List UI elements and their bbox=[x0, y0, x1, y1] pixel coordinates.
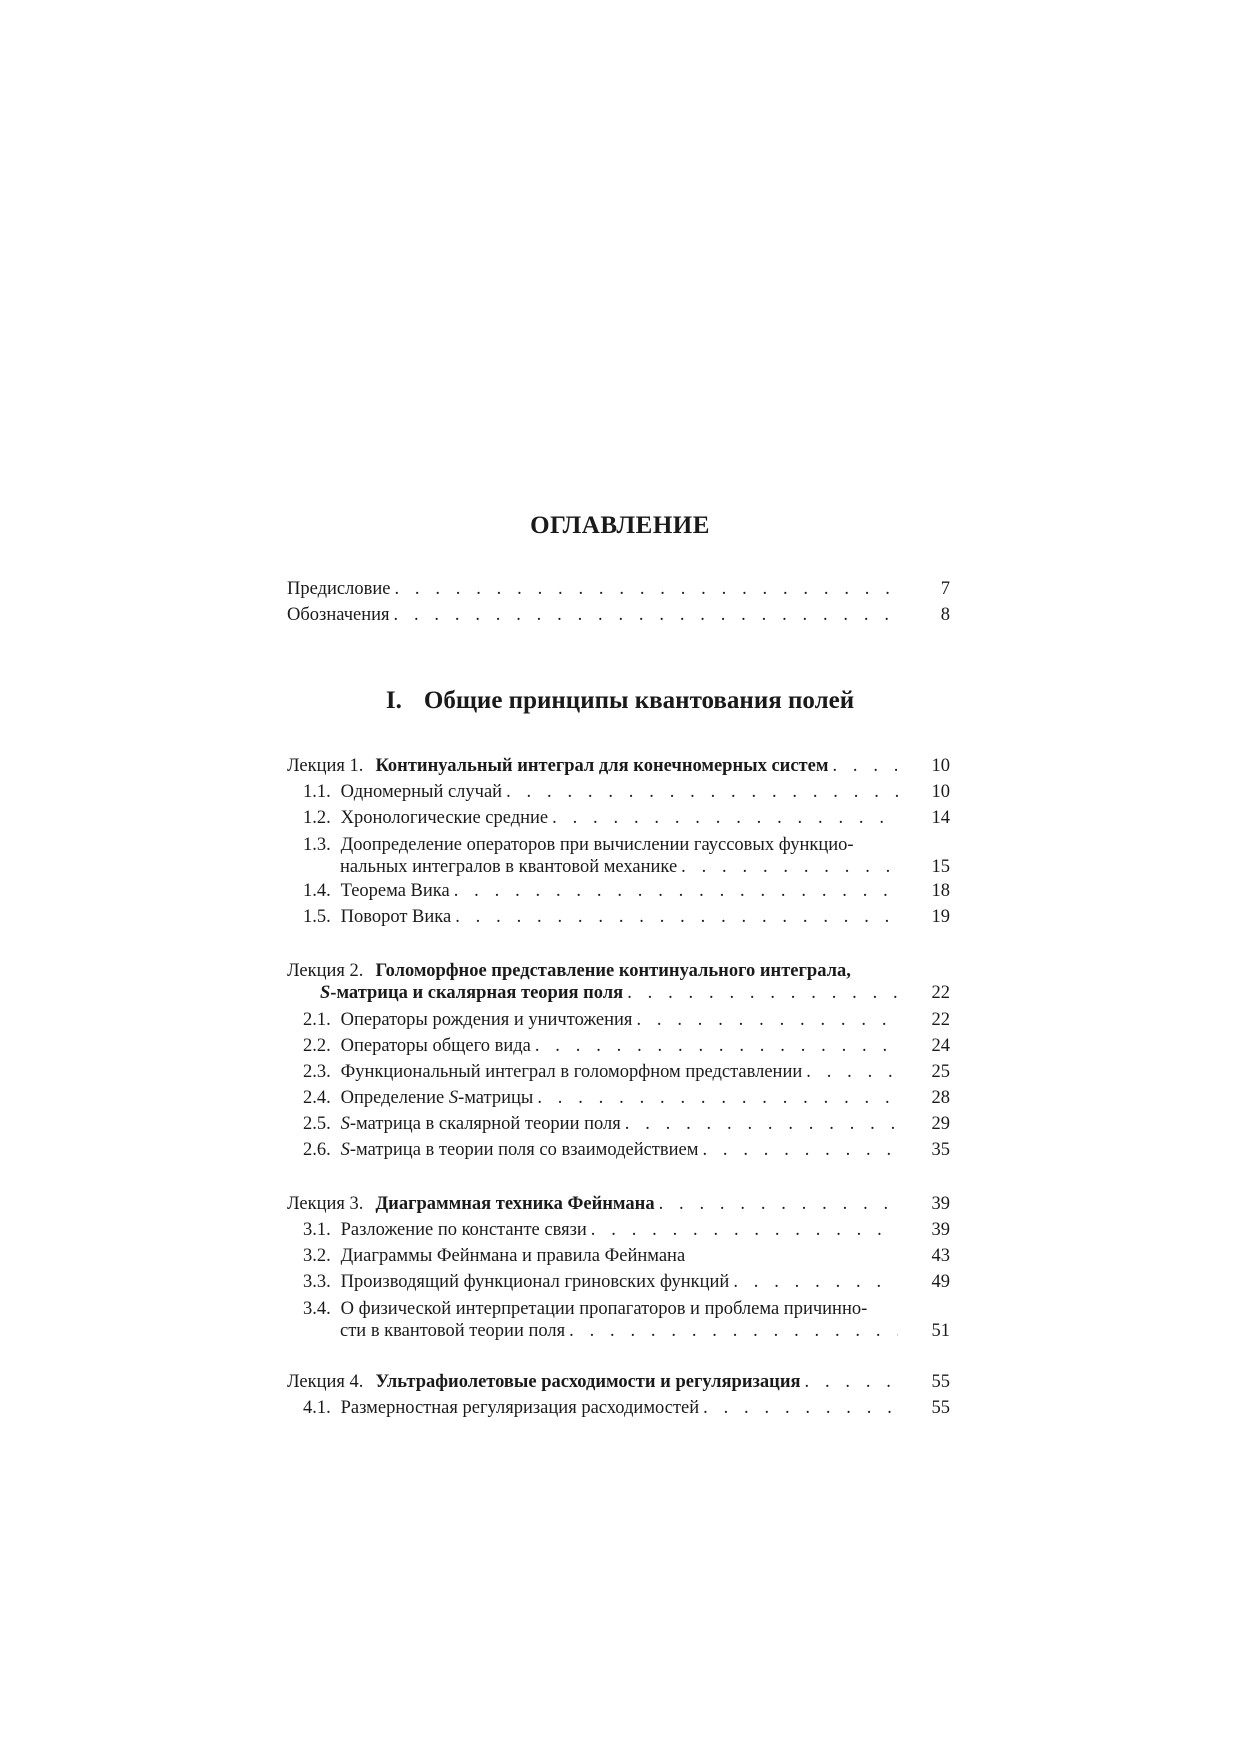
section-number: 1.4. bbox=[303, 881, 331, 901]
section-number: 2.1. bbox=[303, 1010, 331, 1030]
page-number: 51 bbox=[931, 1321, 950, 1341]
section-number: 3.4. bbox=[303, 1299, 331, 1319]
lecture-label: Лекция 1. bbox=[287, 756, 364, 776]
s-symbol: S bbox=[448, 1088, 459, 1108]
lecture-title-line2: -матрица и скалярная теория поля bbox=[330, 983, 624, 1003]
section-entry[interactable] bbox=[287, 1217, 950, 1243]
section-title: -матрица в скалярной теории поля bbox=[349, 1114, 621, 1134]
section-entry[interactable] bbox=[287, 1243, 950, 1269]
section-number: 3.3. bbox=[303, 1272, 331, 1292]
section-title: Функциональный интеграл в голоморфном представлении bbox=[340, 1062, 803, 1082]
section-title: Операторы общего вида bbox=[340, 1036, 531, 1056]
section-number: 1.1. bbox=[303, 782, 331, 802]
lecture-3-block bbox=[287, 1191, 950, 1342]
s-symbol: S bbox=[340, 1114, 350, 1134]
section-number: 2.4. bbox=[303, 1088, 331, 1108]
page-number: 10 bbox=[931, 756, 950, 776]
page-number: 25 bbox=[931, 1062, 950, 1082]
section-entry[interactable] bbox=[287, 1085, 950, 1111]
section-entry[interactable] bbox=[287, 779, 950, 805]
page-number: 14 bbox=[931, 808, 950, 828]
section-entry[interactable] bbox=[287, 1269, 950, 1295]
section-entry[interactable] bbox=[287, 1059, 950, 1085]
section-title-line2: сти в квантовой теории поля bbox=[340, 1321, 566, 1341]
page-number: 35 bbox=[931, 1140, 950, 1160]
section-number: 1.3. bbox=[303, 835, 331, 855]
section-title-prefix: Определение bbox=[340, 1088, 449, 1108]
part-number: I. bbox=[385, 687, 402, 714]
section-number: 2.5. bbox=[303, 1114, 331, 1134]
page-number: 39 bbox=[931, 1220, 950, 1240]
entry-title: Обозначения bbox=[287, 605, 390, 625]
section-title: Поворот Вика bbox=[340, 907, 452, 927]
page-number: 22 bbox=[931, 1010, 950, 1030]
page-number: 15 bbox=[931, 857, 950, 877]
section-entry[interactable] bbox=[287, 904, 950, 930]
section-title: Диаграммы Фейнмана и правила Фейнмана bbox=[340, 1246, 686, 1266]
section-title: Разложение по константе связи bbox=[340, 1220, 587, 1240]
section-number: 1.5. bbox=[303, 907, 331, 927]
page-number: 39 bbox=[931, 1194, 950, 1214]
page-number: 55 bbox=[931, 1398, 950, 1418]
section-title-line1: Доопределение операторов при вычислении гауссовых функцио- bbox=[340, 835, 854, 855]
part-title bbox=[0, 687, 1240, 715]
section-number: 3.1. bbox=[303, 1220, 331, 1240]
section-entry[interactable] bbox=[287, 1137, 950, 1163]
s-symbol: S bbox=[320, 983, 331, 1003]
lecture-4-block bbox=[287, 1369, 950, 1421]
page-number: 29 bbox=[931, 1114, 950, 1134]
page-title: ОГЛАВЛЕНИЕ bbox=[530, 512, 710, 539]
lecture-heading[interactable] bbox=[287, 1369, 950, 1395]
page-number: 7 bbox=[940, 579, 950, 599]
section-title: Хронологические средние bbox=[340, 808, 549, 828]
part-title-text: Общие принципы квантования полей bbox=[423, 687, 855, 714]
section-title-line1: О физической интерпретации пропагаторов и проблема причинно- bbox=[340, 1299, 868, 1319]
section-number: 2.2. bbox=[303, 1036, 331, 1056]
page-number: 43 bbox=[931, 1246, 950, 1266]
section-title: Одномерный случай bbox=[340, 782, 503, 802]
section-entry[interactable] bbox=[287, 878, 950, 904]
section-number: 2.3. bbox=[303, 1062, 331, 1082]
page-number: 22 bbox=[931, 983, 950, 1003]
section-title-line2: нальных интегралов в квантовой механике bbox=[340, 857, 678, 877]
section-number: 4.1. bbox=[303, 1398, 331, 1418]
page-number: 55 bbox=[931, 1372, 950, 1392]
toc-entry[interactable] bbox=[287, 576, 950, 602]
s-symbol: S bbox=[340, 1140, 350, 1160]
section-title: Теорема Вика bbox=[340, 881, 450, 901]
lecture-title: Континуальный интеграл для конечномерных систем bbox=[375, 756, 829, 776]
section-title: Производящий функционал гриновских функций bbox=[340, 1272, 730, 1292]
lecture-label: Лекция 3. bbox=[287, 1194, 364, 1214]
toc-entry[interactable] bbox=[287, 602, 950, 628]
section-entry[interactable] bbox=[287, 834, 950, 878]
section-number: 1.2. bbox=[303, 808, 331, 828]
section-entry[interactable] bbox=[287, 1395, 950, 1421]
section-number: 3.2. bbox=[303, 1246, 331, 1266]
front-matter-list bbox=[287, 576, 950, 628]
section-number: 2.6. bbox=[303, 1140, 331, 1160]
page-number: 8 bbox=[940, 605, 950, 625]
section-entry[interactable] bbox=[287, 1007, 950, 1033]
page-number: 19 bbox=[931, 907, 950, 927]
entry-title: Предисловие bbox=[287, 579, 391, 599]
page-number: 18 bbox=[931, 881, 950, 901]
page-number: 28 bbox=[931, 1088, 950, 1108]
page-number: 10 bbox=[931, 782, 950, 802]
lecture-heading[interactable] bbox=[287, 960, 950, 1004]
lecture-1-block bbox=[287, 753, 950, 930]
section-entry[interactable] bbox=[287, 1298, 950, 1342]
section-entry[interactable] bbox=[287, 1033, 950, 1059]
section-title: -матрица в теории поля со взаимодействием bbox=[349, 1140, 699, 1160]
page-number: 24 bbox=[931, 1036, 950, 1056]
section-entry[interactable] bbox=[287, 805, 950, 831]
lecture-label: Лекция 2. bbox=[287, 961, 364, 981]
lecture-label: Лекция 4. bbox=[287, 1372, 364, 1392]
lecture-title-line1: Голоморфное представление континуального интеграла, bbox=[375, 961, 851, 981]
page-number: 49 bbox=[931, 1272, 950, 1292]
section-title: -матрицы bbox=[458, 1088, 534, 1108]
lecture-2-block bbox=[287, 960, 950, 1163]
lecture-title: Диаграммная техника Фейнмана bbox=[375, 1194, 655, 1214]
lecture-title: Ультрафиолетовые расходимости и регуляризация bbox=[375, 1372, 801, 1392]
section-title: Размерностная регуляризация расходимостей bbox=[340, 1398, 700, 1418]
lecture-heading[interactable] bbox=[287, 1191, 950, 1217]
lecture-heading[interactable] bbox=[287, 753, 950, 779]
section-title: Операторы рождения и уничтожения bbox=[340, 1010, 633, 1030]
section-entry[interactable] bbox=[287, 1111, 950, 1137]
